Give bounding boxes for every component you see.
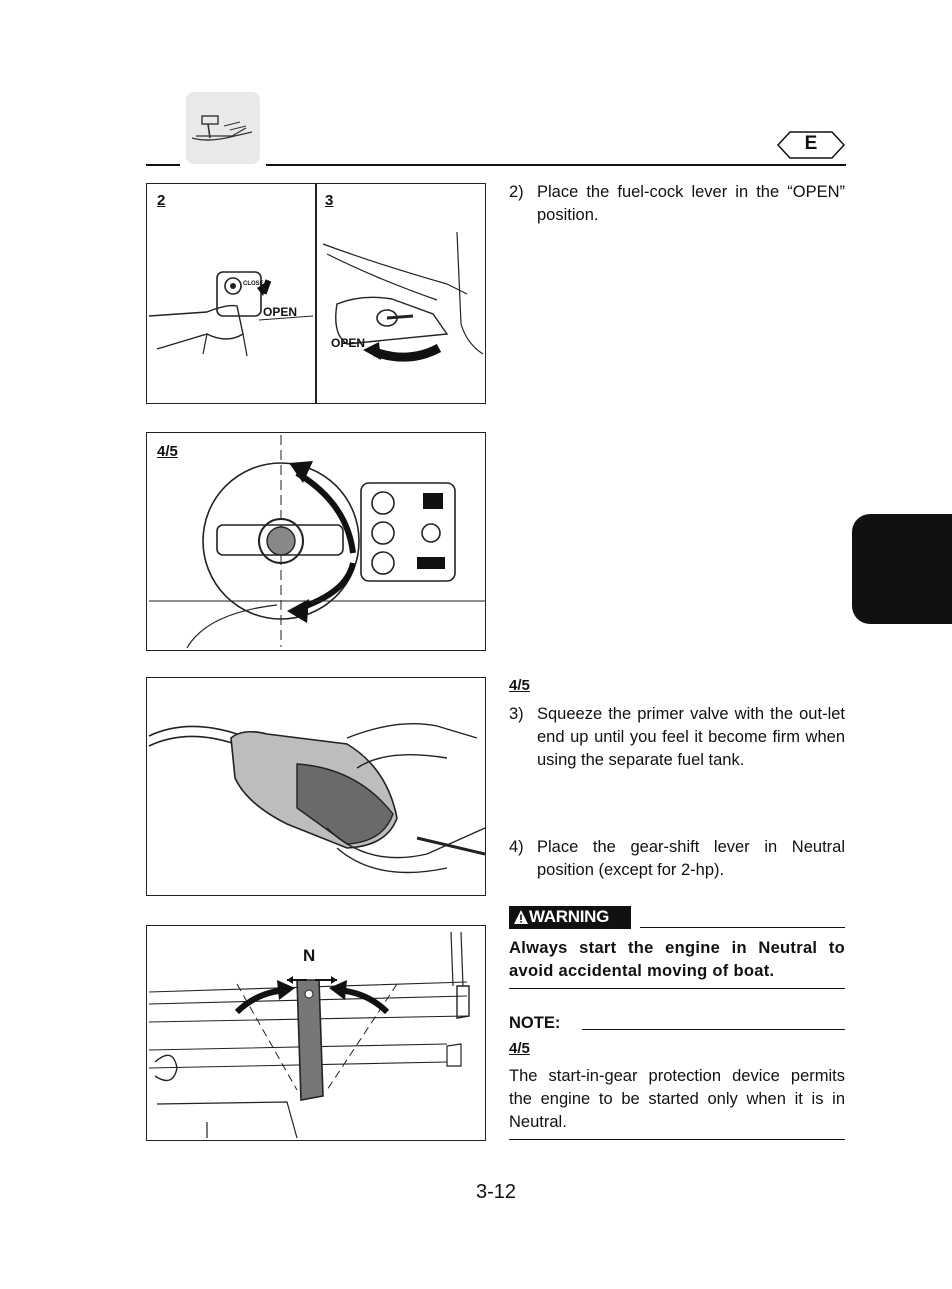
figure-knob (146, 432, 486, 651)
warning-label: WARNING (529, 907, 610, 926)
header-rule-left (146, 164, 180, 166)
warning-label-box (509, 906, 631, 929)
note-rule (582, 1029, 845, 1030)
primer-bulb-illustration (147, 678, 485, 895)
callout-n: N (303, 946, 316, 965)
section-letter-badge (776, 130, 846, 160)
step-4-number: 4) (509, 838, 524, 856)
chapter-tab (852, 514, 952, 624)
note-rule-bottom (509, 1139, 845, 1140)
page-number: 3-12 (475, 1181, 517, 1203)
step-3-number: 3) (509, 705, 524, 723)
step-3-text: Squeeze the primer valve with the out-let end up until you feel it become firm when using the separate fuel tank. (537, 705, 845, 769)
step-3 (509, 703, 845, 772)
note-label: NOTE: (509, 1014, 561, 1032)
warning-rule-bottom (509, 988, 845, 989)
knob-illustration (147, 433, 485, 650)
step-4-text: Place the gear-shift lever in Neutral position (except for 2-hp). (537, 838, 845, 879)
section-letter: E (804, 133, 818, 154)
figure-label-4-5: 4/5 (157, 443, 178, 460)
reference-4-5: 4/5 (509, 677, 530, 694)
figure-gear-shift (146, 925, 486, 1141)
warning-triangle-icon (513, 909, 529, 925)
step-2-number: 2) (509, 183, 524, 201)
callout-open-2: OPEN (331, 336, 366, 350)
figure-label-3: 3 (325, 192, 334, 209)
fuel-cock-illustration (147, 184, 485, 403)
section-icon-badge (186, 92, 260, 164)
note-text: The start-in-gear protection device permits the engine to be started only when it is in Neutral. (509, 1067, 845, 1131)
warning-rule-top (640, 927, 845, 928)
step-2-text: Place the fuel-cock lever in the “OPEN” position. (537, 183, 845, 224)
step-2 (509, 181, 845, 227)
boat-with-outboard-icon (186, 92, 260, 164)
note-reference-4-5: 4/5 (509, 1040, 530, 1057)
figure-fuel-cock (146, 183, 486, 404)
figure-primer-bulb (146, 677, 486, 896)
callout-open-1: OPEN (263, 305, 298, 319)
step-4 (509, 836, 845, 882)
gear-shift-illustration (147, 926, 485, 1140)
header-rule-right (266, 164, 846, 166)
callout-close: CLOSE (243, 281, 264, 287)
warning-text: Always start the engine in Neutral to avoid accidental moving of boat. (509, 939, 845, 980)
figure-label-2: 2 (157, 192, 166, 209)
